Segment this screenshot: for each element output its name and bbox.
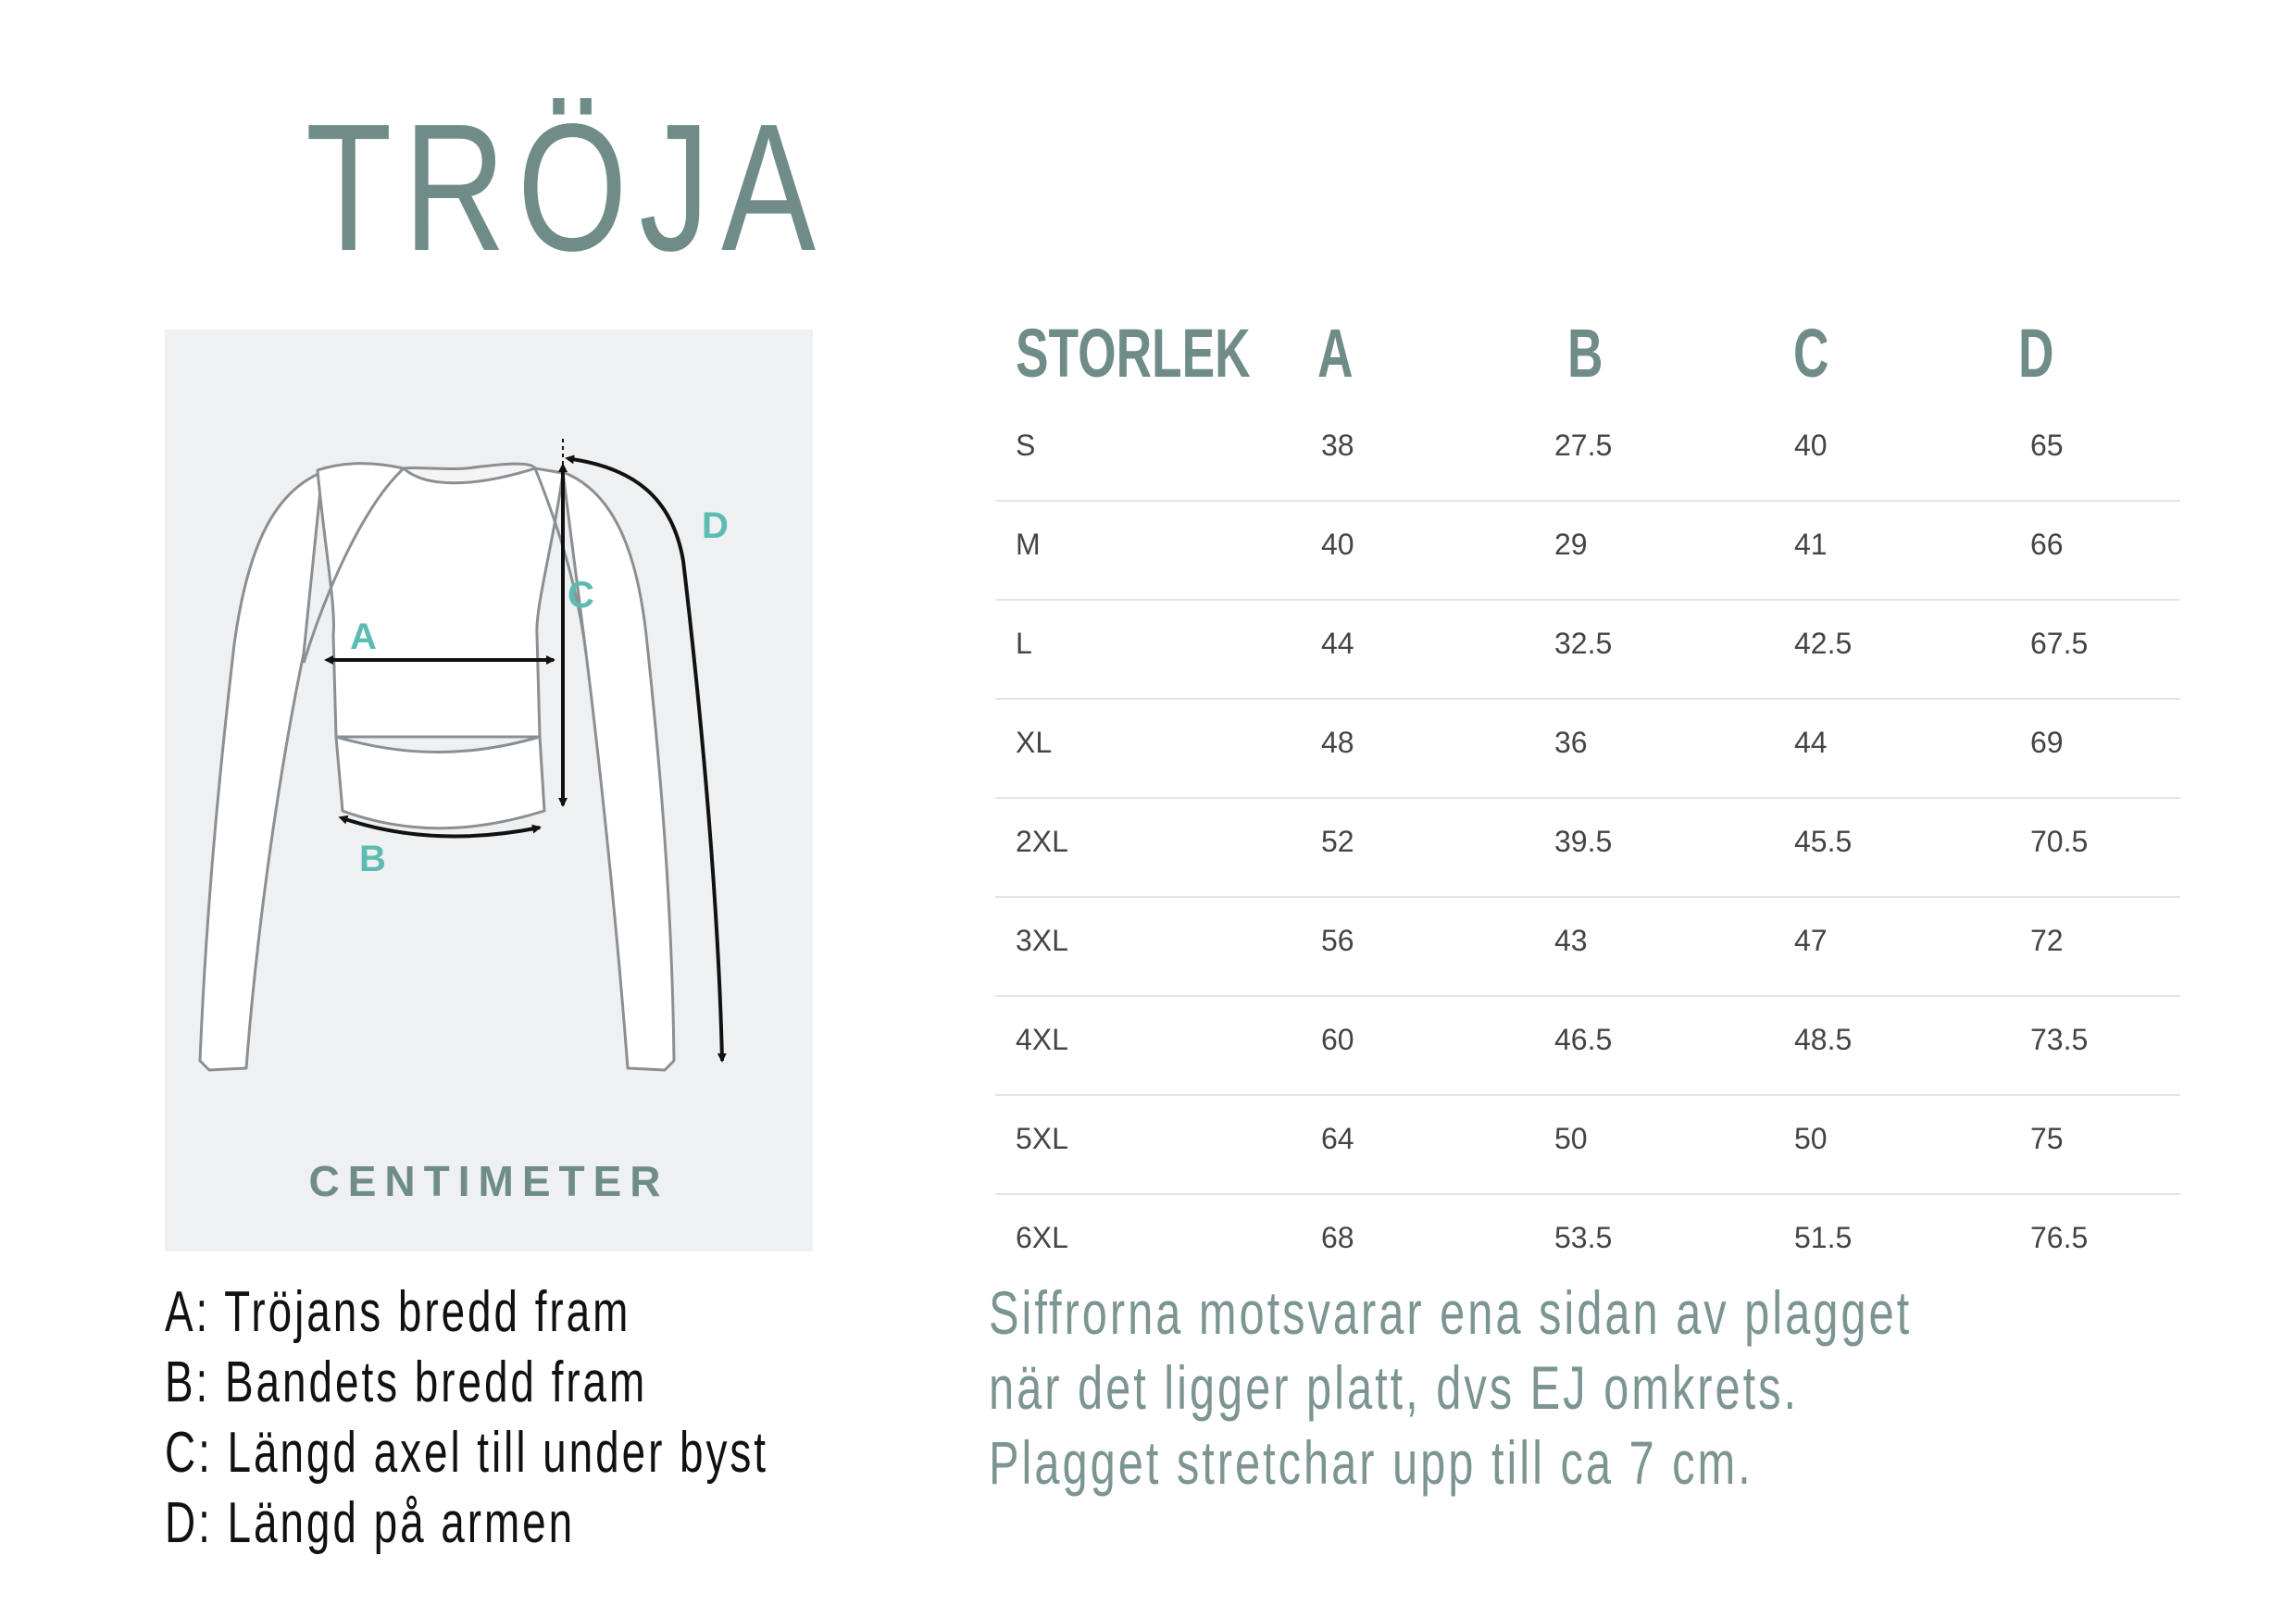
table-row <box>995 502 2180 601</box>
garment-diagram <box>165 330 813 1251</box>
column-header-d: D <box>2018 315 2054 392</box>
table-row <box>995 1096 2180 1195</box>
table-row <box>995 403 2180 502</box>
table-row <box>995 601 2180 700</box>
measurement-legend <box>165 1277 980 1559</box>
table-row <box>995 799 2180 898</box>
cell-size: 3XL <box>1016 924 1068 957</box>
table-body <box>995 403 2180 1292</box>
cell-d: 66 <box>2030 528 2064 561</box>
cell-b: 50 <box>1554 1122 1588 1155</box>
cell-a: 40 <box>1321 528 1354 561</box>
unit-label: CENTIMETER <box>308 1157 669 1205</box>
legend-item: A: Tröjans bredd fram <box>165 1280 631 1344</box>
table-header <box>995 315 2180 403</box>
cell-d: 73.5 <box>2030 1023 2089 1056</box>
size-table <box>995 315 2180 1292</box>
cell-size: 2XL <box>1016 825 1068 858</box>
column-header-b: B <box>1567 315 1603 392</box>
cell-b: 36 <box>1554 726 1588 759</box>
cell-c: 42.5 <box>1794 627 1853 660</box>
cell-a: 48 <box>1321 726 1354 759</box>
cell-d: 70.5 <box>2030 825 2089 858</box>
column-header-a: A <box>1317 315 1354 392</box>
cell-size: XL <box>1016 726 1053 759</box>
cell-d: 67.5 <box>2030 627 2089 660</box>
cell-size: 4XL <box>1016 1023 1068 1056</box>
table-row <box>995 700 2180 799</box>
cell-b: 32.5 <box>1554 627 1613 660</box>
column-header-size: STORLEK <box>1016 315 1251 392</box>
legend-item: D: Längd på armen <box>165 1491 576 1555</box>
fit-note <box>989 1276 2236 1500</box>
cell-a: 52 <box>1321 825 1354 858</box>
cell-b: 46.5 <box>1554 1023 1613 1056</box>
legend-item: C: Längd axel till under byst <box>165 1421 769 1485</box>
cell-a: 44 <box>1321 627 1354 660</box>
page-title: TRÖJA <box>306 86 828 289</box>
letter-b: B <box>359 839 386 879</box>
note-line: Plagget stretchar upp till ca 7 cm. <box>989 1428 1753 1497</box>
letter-d: D <box>702 505 729 546</box>
cell-d: 69 <box>2030 726 2064 759</box>
cell-a: 56 <box>1321 924 1354 957</box>
cell-b: 29 <box>1554 528 1588 561</box>
note-line: Siffrorna motsvarar ena sidan av plagget <box>989 1278 1913 1347</box>
column-header-c: C <box>1793 315 1829 392</box>
cell-c: 48.5 <box>1794 1023 1853 1056</box>
cell-d: 75 <box>2030 1122 2064 1155</box>
cell-c: 45.5 <box>1794 825 1853 858</box>
legend-item: B: Bandets bredd fram <box>165 1350 648 1414</box>
cell-c: 47 <box>1794 924 1828 957</box>
cropped-long-sleeve-top-icon <box>165 330 813 1251</box>
table-row <box>995 997 2180 1096</box>
cell-d: 72 <box>2030 924 2064 957</box>
cell-c: 41 <box>1794 528 1828 561</box>
letter-a: A <box>350 616 377 657</box>
cell-size: S <box>1016 429 1036 462</box>
letter-c: C <box>568 575 594 616</box>
cell-d: 65 <box>2030 429 2064 462</box>
cell-c: 51.5 <box>1794 1221 1853 1254</box>
cell-b: 27.5 <box>1554 429 1613 462</box>
cell-size: M <box>1016 528 1041 561</box>
table-row <box>995 898 2180 997</box>
cell-a: 38 <box>1321 429 1354 462</box>
note-line: när det ligger platt, dvs EJ omkrets. <box>989 1353 1800 1422</box>
cell-size: L <box>1016 627 1032 660</box>
cell-c: 50 <box>1794 1122 1828 1155</box>
cell-d: 76.5 <box>2030 1221 2089 1254</box>
cell-size: 5XL <box>1016 1122 1068 1155</box>
cell-b: 39.5 <box>1554 825 1613 858</box>
cell-size: 6XL <box>1016 1221 1068 1254</box>
cell-b: 53.5 <box>1554 1221 1613 1254</box>
cell-c: 40 <box>1794 429 1828 462</box>
cell-c: 44 <box>1794 726 1828 759</box>
cell-a: 64 <box>1321 1122 1354 1155</box>
cell-b: 43 <box>1554 924 1588 957</box>
cell-a: 60 <box>1321 1023 1354 1056</box>
cell-a: 68 <box>1321 1221 1354 1254</box>
